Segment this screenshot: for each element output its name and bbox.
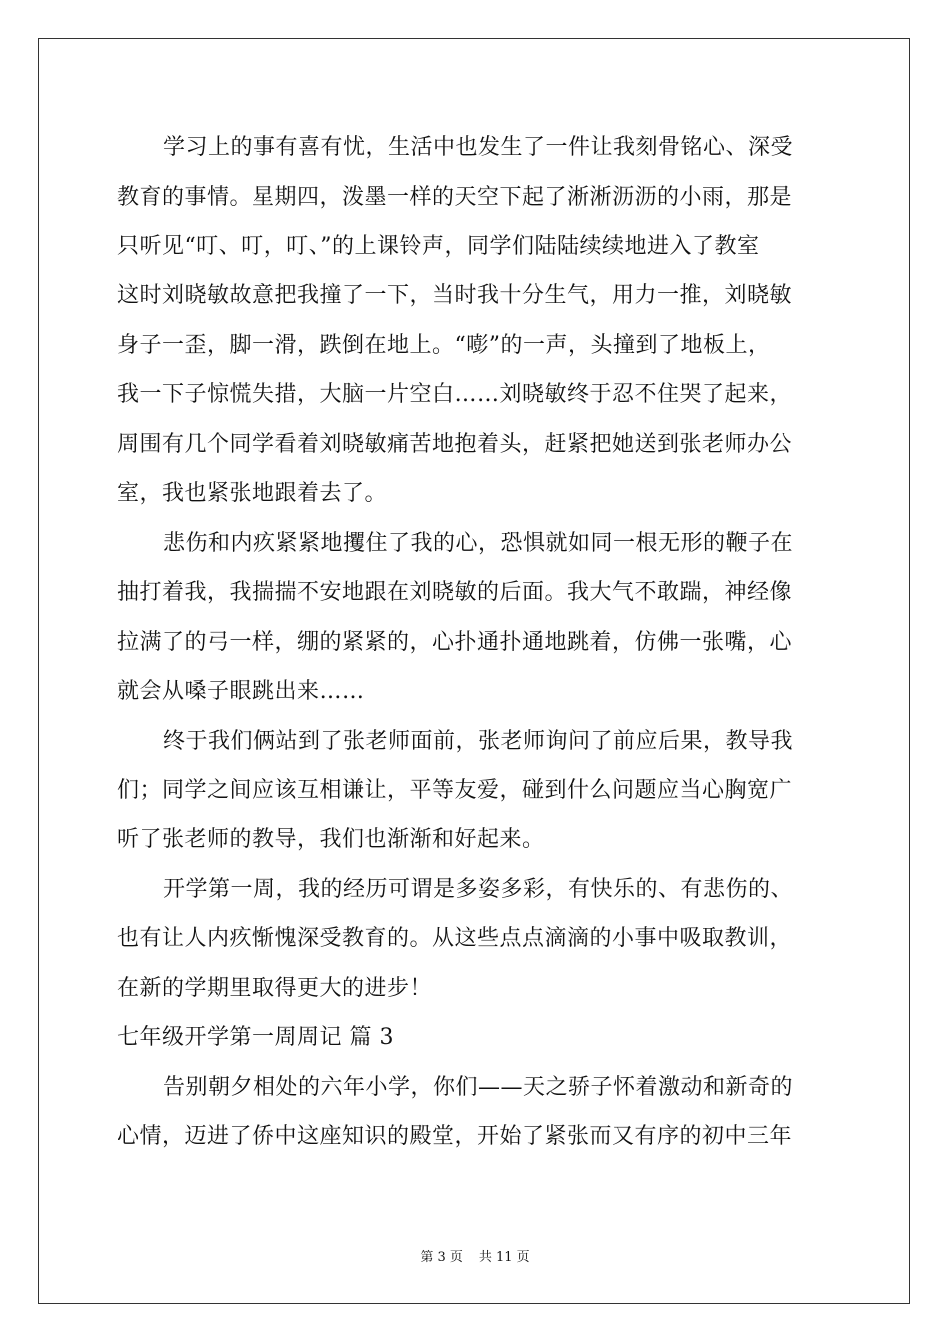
paragraph-4-line-1: 开学第一周，我的经历可谓是多姿多彩，有快乐的、有悲伤的、 (163, 877, 794, 902)
paragraph-2-line-3: 拉满了的弓一样，绷的紧紧的，心扑通扑通地跳着，仿佛一张嘴，心 (117, 630, 793, 655)
paragraph-2-line-4: 就会从嗓子眼跳出来…… (117, 679, 365, 704)
paragraph-3-line-1: 终于我们俩站到了张老师面前，张老师询问了前应后果，教导我 (163, 729, 794, 754)
paragraph-4-line-3: 在新的学期里取得更大的进步！ (117, 976, 433, 1001)
paragraph-1-line-2: 教育的事情。星期四，泼墨一样的天空下起了淅淅沥沥的小雨，那是 (117, 185, 793, 210)
page-footer (0, 1246, 950, 1265)
paragraph-1-line-6: 我一下子惊慌失措，大脑一片空白……刘晓敏终于忍不住哭了起来， (117, 382, 793, 407)
paragraph-1-line-1: 学习上的事有喜有忧，生活中也发生了一件让我刻骨铭心、深受 (163, 135, 794, 160)
total-pages-label: 共 11 页 (478, 1250, 530, 1265)
paragraph-1-line-4: 这时刘晓敏故意把我撞了一下，当时我十分生气，用力一推，刘晓敏 (117, 283, 793, 308)
paragraph-2-line-2: 抽打着我，我揣揣不安地跟在刘晓敏的后面。我大气不敢踹，神经像 (117, 580, 793, 605)
paragraph-1-line-5: 身子一歪，脚一滑，跌倒在地上。“嘭”的一声，头撞到了地板上， (117, 333, 771, 358)
section-paragraph-line-1: 告别朝夕相处的六年小学，你们——天之骄子怀着激动和新奇的 (163, 1075, 794, 1100)
paragraph-3-line-3: 听了张老师的教导，我们也渐渐和好起来。 (117, 827, 545, 852)
paragraph-2-line-1: 悲伤和内疚紧紧地攫住了我的心，恐惧就如同一根无形的鞭子在 (163, 531, 794, 556)
section-paragraph-line-2: 心情，迈进了侨中这座知识的殿堂，开始了紧张而又有序的初中三年 (117, 1124, 793, 1149)
paragraph-4-line-2: 也有让人内疚惭愧深受教育的。从这些点点滴滴的小事中吸取教训， (117, 926, 793, 951)
paragraph-3-line-2: 们；同学之间应该互相谦让，平等友爱，碰到什么问题应当心胸宽广 (117, 778, 793, 803)
paragraph-1-line-7: 周围有几个同学看着刘晓敏痛苦地抱着头，赶紧把她送到张老师办公 (117, 432, 793, 457)
paragraph-1-line-8: 室，我也紧张地跟着去了。 (117, 481, 388, 506)
section-heading: 七年级开学第一周周记 篇 3 (117, 1025, 394, 1050)
paragraph-1-line-3: 只听见“叮、叮，叮、”的上课铃声，同学们陆陆续续地进入了教室 (117, 234, 760, 259)
current-page-label: 第 3 页 (420, 1250, 463, 1265)
page-border (38, 38, 910, 1304)
